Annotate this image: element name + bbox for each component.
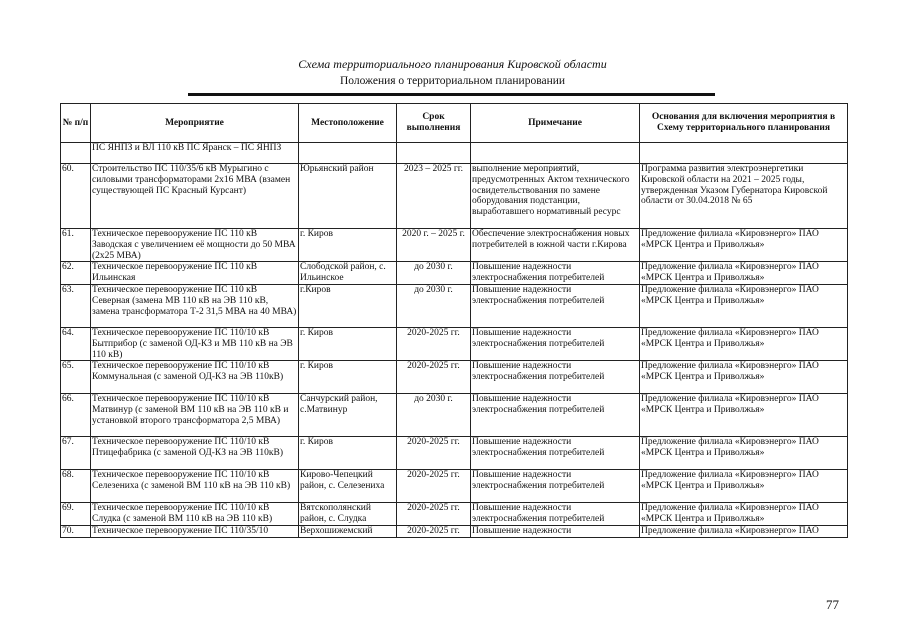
cell-num: 65. — [61, 361, 91, 394]
header-rule — [188, 93, 715, 96]
cell-term: 2020-2025 гг. — [397, 503, 471, 526]
cell-basis: Предложение филиала «Кировэнерго» ПАО «МРСК Центра и Приволжья» — [640, 262, 848, 285]
cell-term: 2020-2025 гг. — [397, 327, 471, 360]
cell-basis: Предложение филиала «Кировэнерго» ПАО «МРСК Центра и Приволжья» — [640, 361, 848, 394]
document-title: Схема территориального планирования Кировской области — [298, 57, 607, 71]
cell-note: Повышение надежности электроснабжения потребителей — [471, 327, 640, 360]
cell-num: 61. — [61, 229, 91, 262]
table-header-row — [61, 104, 848, 143]
cell-num: 70. — [61, 525, 91, 537]
cell-location: г. Киров — [299, 229, 397, 262]
table-row — [61, 164, 848, 229]
cell-event: Строительство ПС 110/35/6 кВ Мурыгино с силовыми трансформаторами 2х16 МВА (взамен существующей ПС Красный Курсант) — [91, 164, 299, 229]
cell-term — [397, 143, 471, 164]
header-term: Срок выполнения — [397, 104, 471, 143]
cell-num: 69. — [61, 503, 91, 526]
cell-event: Техническое перевооружение ПС 110/10 кВ Бытприбор (с заменой ОД-КЗ и МВ 110 кВ на ЭВ 110 кВ) — [91, 327, 299, 360]
page-number: 77 — [826, 597, 839, 612]
cell-note: Повышение надежности электроснабжения потребителей — [471, 284, 640, 327]
header-num: № п/п — [61, 104, 91, 143]
table-row — [61, 361, 848, 394]
cell-basis — [640, 143, 848, 164]
cell-event: Техническое перевооружение ПС 110 кВ Заводская с увеличением её мощности до 50 МВА (2х25 МВА) — [91, 229, 299, 262]
cell-term: 2020 г. – 2025 г. — [397, 229, 471, 262]
cell-location: г. Киров — [299, 327, 397, 360]
cell-location: Слободской район, с. Ильинское — [299, 262, 397, 285]
document-subtitle: Положения о территориальном планировании — [339, 75, 566, 87]
cell-event: Техническое перевооружение ПС 110/10 кВ Слудка (с заменой ВМ 110 кВ на ЭВ 110 кВ) — [91, 503, 299, 526]
cell-basis: Предложение филиала «Кировэнерго» ПАО «МРСК Центра и Приволжья» — [640, 470, 848, 503]
cell-location: г. Киров — [299, 437, 397, 470]
cell-term: до 2030 г. — [397, 284, 471, 327]
cell-note: Повышение надежности электроснабжения потребителей — [471, 503, 640, 526]
cell-note: Повышение надежности электроснабжения потребителей — [471, 437, 640, 470]
cell-location: Юрьянский район — [299, 164, 397, 229]
cell-term: 2023 – 2025 гг. — [397, 164, 471, 229]
cell-num: 68. — [61, 470, 91, 503]
cell-basis: Предложение филиала «Кировэнерго» ПАО «МРСК Центра и Приволжья» — [640, 284, 848, 327]
table-row — [61, 525, 848, 537]
cell-num: 66. — [61, 394, 91, 437]
table-row — [61, 437, 848, 470]
cell-location: Вятскополянский район, с. Слудка — [299, 503, 397, 526]
cell-event: Техническое перевооружение ПС 110/35/10 — [91, 525, 299, 537]
cell-location: г. Киров — [299, 361, 397, 394]
cell-num: 62. — [61, 262, 91, 285]
cell-basis: Предложение филиала «Кировэнерго» ПАО «МРСК Центра и Приволжья» — [640, 327, 848, 360]
cell-location: Верхошижемский — [299, 525, 397, 537]
table-row — [61, 503, 848, 526]
cell-num: 60. — [61, 164, 91, 229]
cell-note: Повышение надежности электроснабжения потребителей — [471, 394, 640, 437]
cell-note: Повышение надежности — [471, 525, 640, 537]
cell-event: Техническое перевооружение ПС 110/10 кВ Птицефабрика (с заменой ОД-КЗ на ЭВ 110кВ) — [91, 437, 299, 470]
cell-event: Техническое перевооружение ПС 110/10 кВ Матвинур (с заменой ВМ 110 кВ на ЭВ 110 кВ и установкой второго трансформатора 2,5 МВА) — [91, 394, 299, 437]
cell-basis: Предложение филиала «Кировэнерго» ПАО «МРСК Центра и Приволжья» — [640, 229, 848, 262]
cell-term: 2020-2025 гг. — [397, 470, 471, 503]
table-row — [61, 143, 848, 164]
cell-num: 67. — [61, 437, 91, 470]
cell-num: 63. — [61, 284, 91, 327]
table-row — [61, 262, 848, 285]
cell-basis: Предложение филиала «Кировэнерго» ПАО — [640, 525, 848, 537]
cell-basis: Предложение филиала «Кировэнерго» ПАО «МРСК Центра и Приволжья» — [640, 437, 848, 470]
cell-num — [61, 143, 91, 164]
header-basis: Основания для включения мероприятия в Схему территориального планирования — [640, 104, 848, 143]
cell-event: Техническое перевооружение ПС 110/10 кВ Коммунальная (с заменой ОД-КЗ на ЭВ 110кВ) — [91, 361, 299, 394]
cell-term: 2020-2025 гг. — [397, 525, 471, 537]
header-location: Местоположение — [299, 104, 397, 143]
table-row — [61, 284, 848, 327]
cell-num: 64. — [61, 327, 91, 360]
cell-term: 2020-2025 гг. — [397, 361, 471, 394]
cell-term: 2020-2025 гг. — [397, 437, 471, 470]
cell-event: Техническое перевооружение ПС 110/10 кВ Селезениха (с заменой ВМ 110 кВ на ЭВ 110 кВ) — [91, 470, 299, 503]
cell-note: Повышение надежности электроснабжения потребителей — [471, 361, 640, 394]
table-row — [61, 229, 848, 262]
planning-table — [60, 103, 848, 538]
cell-note: Повышение надежности электроснабжения потребителей — [471, 262, 640, 285]
cell-note: Повышение надежности электроснабжения потребителей — [471, 470, 640, 503]
cell-event: ПС ЯНПЗ и ВЛ 110 кВ ПС Яранск – ПС ЯНПЗ — [91, 143, 299, 164]
cell-term: до 2030 г. — [397, 262, 471, 285]
cell-note — [471, 143, 640, 164]
cell-note: выполнение мероприятий, предусмотренных Актом технического освидетельствования по замене оборудования подстанции, выработавшего нормативный ресурс — [471, 164, 640, 229]
cell-note: Обеспечение электроснабжения новых потребителей в южной части г.Кирова — [471, 229, 640, 262]
table-body — [61, 143, 848, 538]
cell-location: Санчурский район, с.Матвинур — [299, 394, 397, 437]
cell-term: до 2030 г. — [397, 394, 471, 437]
cell-location: Кирово-Чепецкий район, с. Селезениха — [299, 470, 397, 503]
table-row — [61, 470, 848, 503]
cell-basis: Программа развития электроэнергетики Кировской области на 2021 – 2025 годы, утвержденная Указом Губернатора Кировской области от 30.04.2018 № 65 — [640, 164, 848, 229]
cell-event: Техническое перевооружение ПС 110 кВ Ильинская — [91, 262, 299, 285]
header-note: Примечание — [471, 104, 640, 143]
cell-location: г.Киров — [299, 284, 397, 327]
cell-basis: Предложение филиала «Кировэнерго» ПАО «МРСК Центра и Приволжья» — [640, 394, 848, 437]
table-row — [61, 327, 848, 360]
header-event: Мероприятие — [91, 104, 299, 143]
cell-event: Техническое перевооружение ПС 110 кВ Северная (замена МВ 110 кВ на ЭВ 110 кВ, замена трансформатора Т-2 31,5 МВА на 40 МВА) — [91, 284, 299, 327]
cell-basis: Предложение филиала «Кировэнерго» ПАО «МРСК Центра и Приволжья» — [640, 503, 848, 526]
table-row — [61, 394, 848, 437]
cell-location — [299, 143, 397, 164]
